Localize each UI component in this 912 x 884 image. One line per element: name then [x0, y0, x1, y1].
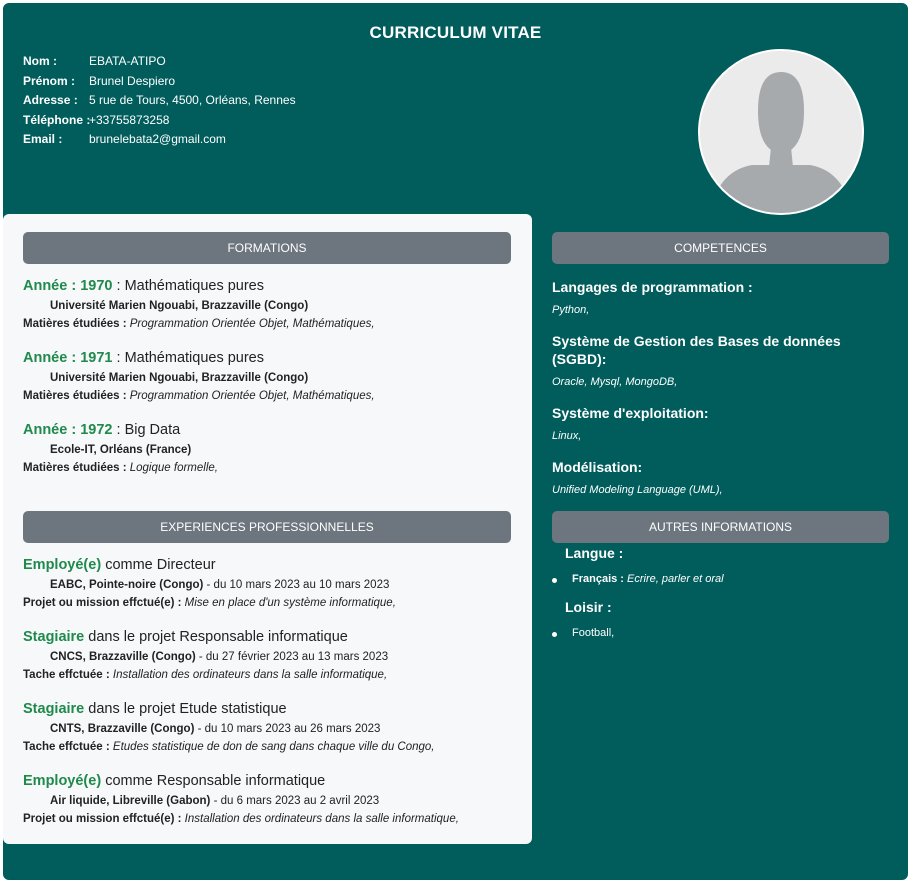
experience-dates: - du 10 mars 2023 au 26 mars 2023 — [194, 723, 381, 735]
formation-name: Big Data — [124, 422, 181, 438]
task-value: Etudes statistique de don de sang dans chaque ville du Congo, — [112, 741, 435, 753]
experience-role: Employé(e) — [23, 773, 102, 789]
experience-task — [23, 738, 523, 756]
experience-title — [23, 554, 523, 576]
subjects-label: Matières étudiées : — [23, 390, 127, 402]
loisir-title: Loisir : — [565, 599, 612, 615]
formation-sep: : — [112, 350, 125, 366]
skill-title: Système d'exploitation: — [552, 405, 709, 421]
skill-value: Oracle, Mysql, MongoDB, — [552, 376, 678, 388]
skill-value: Linux, — [552, 430, 582, 442]
info-value: 5 rue de Tours, 4500, Orléans, Rennes — [89, 93, 296, 107]
formation-school: Ecole-IT, Orléans (France) — [50, 444, 192, 456]
formation-year: Année : 1971 — [23, 350, 113, 366]
experience-company: Air liquide, Libreville (Gabon) — [50, 795, 211, 807]
experience-entry — [23, 626, 523, 684]
experience-title — [23, 626, 523, 648]
competences-header: COMPETENCES — [552, 232, 889, 264]
formation-place — [50, 441, 523, 459]
info-label: Prénom : — [23, 73, 76, 88]
experience-place — [50, 576, 523, 594]
info-label: Email : — [23, 132, 63, 146]
cv-page — [3, 3, 908, 880]
formation-title — [23, 275, 523, 297]
bullet-icon — [552, 632, 557, 637]
bullet-icon — [552, 578, 557, 583]
formation-subjects — [23, 387, 523, 405]
formation-name: Mathématiques pures — [124, 278, 264, 294]
experience-place — [50, 792, 523, 810]
formation-entry — [23, 347, 523, 405]
skill-item — [552, 278, 892, 318]
formation-school: Université Marien Ngouabi, Brazzaville (Congo) — [50, 300, 309, 312]
experience-entry — [23, 698, 523, 756]
person-silhouette-icon — [700, 51, 862, 213]
subjects-value: Programmation Orientée Objet, Mathématiques, — [129, 318, 375, 330]
info-value: EBATA-ATIPO — [89, 54, 166, 68]
experience-role: Stagiaire — [23, 629, 85, 645]
experience-title — [23, 770, 523, 792]
info-label: Nom : — [23, 54, 57, 68]
subjects-label: Matières étudiées : — [23, 462, 127, 474]
loisir-value: Football, — [572, 627, 615, 639]
experience-task — [23, 666, 523, 684]
task-label: Tache effctuée : — [23, 669, 110, 681]
formation-sep: : — [112, 422, 125, 438]
experience-name: comme Directeur — [101, 557, 216, 573]
experience-entry — [23, 554, 523, 612]
task-label: Projet ou mission effctué(e) : — [23, 813, 182, 825]
formation-title — [23, 419, 523, 441]
experience-name: dans le projet Responsable informatique — [84, 629, 348, 645]
formation-year: Année : 1970 — [23, 278, 113, 294]
experience-company: CNCS, Brazzaville (Congo) — [50, 651, 196, 663]
left-panel — [3, 214, 532, 844]
skill-title: Langages de programmation : — [552, 279, 753, 295]
task-label: Projet ou mission effctué(e) : — [23, 597, 182, 609]
experience-name: dans le projet Etude statistique — [84, 701, 287, 717]
task-value: Mise en place d'un système informatique, — [184, 597, 396, 609]
avatar — [698, 49, 864, 215]
info-label: Adresse : — [23, 93, 78, 107]
experience-place — [50, 720, 523, 738]
skill-item — [552, 332, 892, 390]
info-value: Brunel Despiero — [89, 73, 176, 88]
skill-item — [552, 458, 892, 498]
task-label: Tache effctuée : — [23, 741, 110, 753]
cv-title: CURRICULUM VITAE — [369, 23, 542, 42]
subjects-value: Logique formelle, — [129, 462, 218, 474]
info-value: brunelebata2@gmail.com — [89, 132, 226, 146]
subjects-value: Programmation Orientée Objet, Mathématiques, — [129, 390, 375, 402]
skill-value: Python, — [552, 304, 590, 316]
experiences-header: EXPERIENCES PROFESSIONNELLES — [23, 511, 511, 543]
langue-name: Français : — [572, 573, 624, 585]
subjects-label: Matières étudiées : — [23, 318, 127, 330]
experience-title — [23, 698, 523, 720]
formation-entry — [23, 419, 523, 477]
langue-text — [572, 573, 724, 585]
experience-dates: - du 27 février 2023 au 13 mars 2023 — [195, 651, 389, 663]
experience-company: EABC, Pointe-noire (Congo) — [50, 579, 204, 591]
experience-role: Stagiaire — [23, 701, 85, 717]
formation-year: Année : 1972 — [23, 422, 113, 438]
experience-name: comme Responsable informatique — [101, 773, 326, 789]
experience-dates: - du 6 mars 2023 au 2 avril 2023 — [210, 795, 380, 807]
task-value: Installation des ordinateurs dans la salle informatique, — [184, 813, 459, 825]
skill-title: Système de Gestion des Bases de données (SGBD): — [552, 333, 841, 367]
experience-task — [23, 810, 523, 828]
formation-school: Université Marien Ngouabi, Brazzaville (Congo) — [50, 372, 309, 384]
info-label: Téléphone : — [23, 112, 91, 127]
skill-value: Unified Modeling Language (UML), — [552, 484, 723, 496]
autres-header: AUTRES INFORMATIONS — [552, 511, 889, 543]
formation-entry — [23, 275, 523, 333]
experience-entry — [23, 770, 523, 828]
formation-place — [50, 297, 523, 315]
info-value: +33755873258 — [89, 112, 170, 127]
formation-subjects — [23, 459, 523, 477]
formation-subjects — [23, 315, 523, 333]
formation-title — [23, 347, 523, 369]
langue-level: Ecrire, parler et oral — [627, 573, 724, 585]
experience-company: CNTS, Brazzaville (Congo) — [50, 723, 195, 735]
experience-role: Employé(e) — [23, 557, 102, 573]
experience-task — [23, 594, 523, 612]
formations-header: FORMATIONS — [23, 232, 511, 264]
formation-place — [50, 369, 523, 387]
skill-item — [552, 404, 892, 444]
formation-name: Mathématiques pures — [124, 350, 264, 366]
formation-sep: : — [112, 278, 125, 294]
experience-place — [50, 648, 523, 666]
experience-dates: - du 10 mars 2023 au 10 mars 2023 — [203, 579, 390, 591]
task-value: Installation des ordinateurs dans la salle informatique, — [112, 669, 388, 681]
langue-title: Langue : — [565, 545, 624, 561]
skill-title: Modélisation: — [552, 459, 643, 475]
